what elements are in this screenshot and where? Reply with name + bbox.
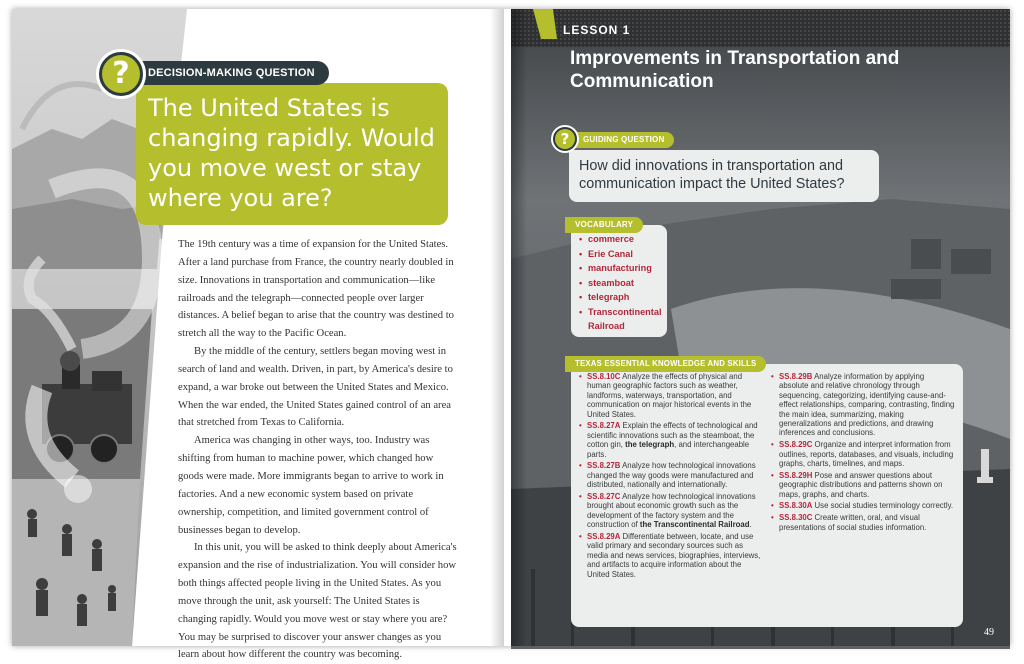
vocabulary-term: • telegraph bbox=[579, 290, 663, 305]
teks-code: SS.8.30C bbox=[779, 513, 813, 523]
vocabulary-term: • manufacturing bbox=[579, 261, 663, 276]
question-mark-icon: ? bbox=[96, 49, 146, 99]
teks-code: SS.8.29H bbox=[779, 470, 813, 480]
teks-code: SS.8.29C bbox=[779, 440, 813, 450]
teks-emphasis: the Transcontinental Railroad bbox=[639, 520, 750, 530]
teks-text: Analyze information by applying absolute and relative chronology through sequencing, categorizing, identifying cause-and-effect relationships, comparing, contrasting, finding the main idea, summarizing, making generalizations and predictions, and drawing inferences and conclusions. bbox=[779, 372, 955, 438]
page-number: 49 bbox=[984, 627, 994, 638]
unit-intro-text bbox=[178, 236, 460, 664]
guiding-question-box bbox=[569, 150, 879, 202]
left-page bbox=[12, 9, 504, 661]
teks-label: TEXAS ESSENTIAL KNOWLEDGE AND SKILLS bbox=[565, 356, 766, 372]
teks-text: Differentiate between, locate, and use valid primary and secondary sources such as media and news services, biographies, interviews, and artifacts to acquire information about the United States. bbox=[587, 532, 761, 579]
teks-text: Organize and interpret information from outlines, reports, databases, and visuals, including graphs, charts, timelines, and maps. bbox=[779, 440, 954, 469]
teks-item bbox=[771, 372, 955, 438]
guiding-question-text: How did innovations in transportation and communication impact the United States? bbox=[579, 158, 845, 192]
page-gutter bbox=[490, 9, 504, 646]
teks-text: . bbox=[749, 520, 752, 530]
teks-item bbox=[579, 532, 763, 579]
intro-paragraph: In this unit, you will be asked to think deeply about America's expansion and the rise of industrialization. You will consider how both things affected people living in the United States. As you move through the unit, ask yourself: The United States is changing rapidly. Would you move west or stay where you are? You may be surprised to discover your answer changes as you learn about how different the country was becoming. bbox=[178, 542, 457, 661]
vocabulary-box bbox=[571, 225, 667, 337]
intro-paragraph: America was changing in other ways, too. Industry was shifting from human to machine power, which changed how goods were made. More immigrants began to arrive to work in factories. And a new economic system based on private ownership, competition, and limited government control of businesses began to develop. bbox=[178, 435, 444, 536]
teks-text: Analyze how technological innovations changed the way goods were manufactured and distributed, nationally and internationally. bbox=[587, 461, 756, 490]
teks-column-left bbox=[579, 372, 763, 627]
teks-emphasis: the telegraph bbox=[625, 440, 675, 450]
intro-paragraph: The 19th century was a time of expansion for the United States. After a land purchase from France, the country nearly doubled in size. Innovations in transportation and communication—like railroads and the telegraph—connected people over larger distances. A belief began to arise that the country was destined to stretch all the way to the Pacific Ocean. bbox=[178, 239, 454, 340]
decision-question-box bbox=[136, 83, 448, 225]
teks-text: Analyze how technological innovations brought about economic growth such as the development of the factory system and the construction of bbox=[587, 492, 756, 530]
lesson-label: LESSON 1 bbox=[563, 23, 631, 37]
teks-text: , and interchangeable parts. bbox=[587, 440, 750, 459]
teks-item bbox=[771, 471, 955, 499]
right-page bbox=[511, 9, 1010, 646]
teks-item bbox=[771, 513, 955, 532]
guiding-question-label: GUIDING QUESTION bbox=[571, 132, 674, 148]
textbook-spread bbox=[12, 9, 1010, 661]
vocabulary-term: • Transcontinental Railroad bbox=[579, 305, 663, 334]
teks-text: Analyze the effects of physical and human geographic factors such as weather, landforms, waterways, transportation, and communication on major historical events in the United States. bbox=[587, 372, 752, 419]
lesson-title: Improvements in Transportation and Communication bbox=[570, 48, 900, 92]
teks-code: SS.8.27B bbox=[587, 461, 621, 471]
teks-text: Pose and answer questions about geographic distributions and patterns shown on maps, graphs, and charts. bbox=[779, 470, 943, 499]
teks-item bbox=[579, 461, 763, 489]
teks-code: SS.8.10C bbox=[587, 372, 621, 381]
teks-box bbox=[571, 364, 963, 627]
teks-text: Explain the effects of technological and scientific innovations such as the steamboat, the cotton gin, bbox=[587, 421, 758, 450]
vocabulary-label: VOCABULARY bbox=[565, 217, 643, 233]
teks-code: SS.8.29A bbox=[587, 532, 621, 542]
teks-item bbox=[579, 421, 763, 459]
teks-item bbox=[579, 492, 763, 530]
teks-text: Use social studies terminology correctly. bbox=[812, 501, 954, 511]
teks-code: SS.8.27C bbox=[587, 492, 621, 502]
teks-item bbox=[579, 372, 763, 419]
question-mark-icon: ? bbox=[551, 125, 579, 153]
teks-text: Create written, oral, and visual presentations of social studies information. bbox=[779, 513, 927, 532]
teks-item bbox=[771, 440, 955, 468]
vocabulary-term: • Erie Canal bbox=[579, 247, 663, 262]
teks-item bbox=[771, 501, 955, 510]
teks-code: SS.8.27A bbox=[587, 421, 621, 431]
vocabulary-term: • steamboat bbox=[579, 276, 663, 291]
page-gutter bbox=[511, 9, 527, 646]
decision-question-text: The United States is changing rapidly. Would you move west or stay where you are? bbox=[148, 94, 435, 212]
teks-code: SS.8.30A bbox=[779, 501, 813, 511]
vocabulary-term: • commerce bbox=[579, 232, 663, 247]
teks-column-right bbox=[771, 372, 955, 627]
teks-code: SS.8.29B bbox=[779, 372, 813, 381]
intro-paragraph: By the middle of the century, settlers began moving west in search of land and wealth. Driven, in part, by America's desire to expand, a war broke out between the United States and Mexico. When the war ended, the United States gained control of an area that stretched from Texas to California. bbox=[178, 346, 453, 429]
decision-question-label: DECISION-MAKING QUESTION bbox=[130, 61, 329, 85]
